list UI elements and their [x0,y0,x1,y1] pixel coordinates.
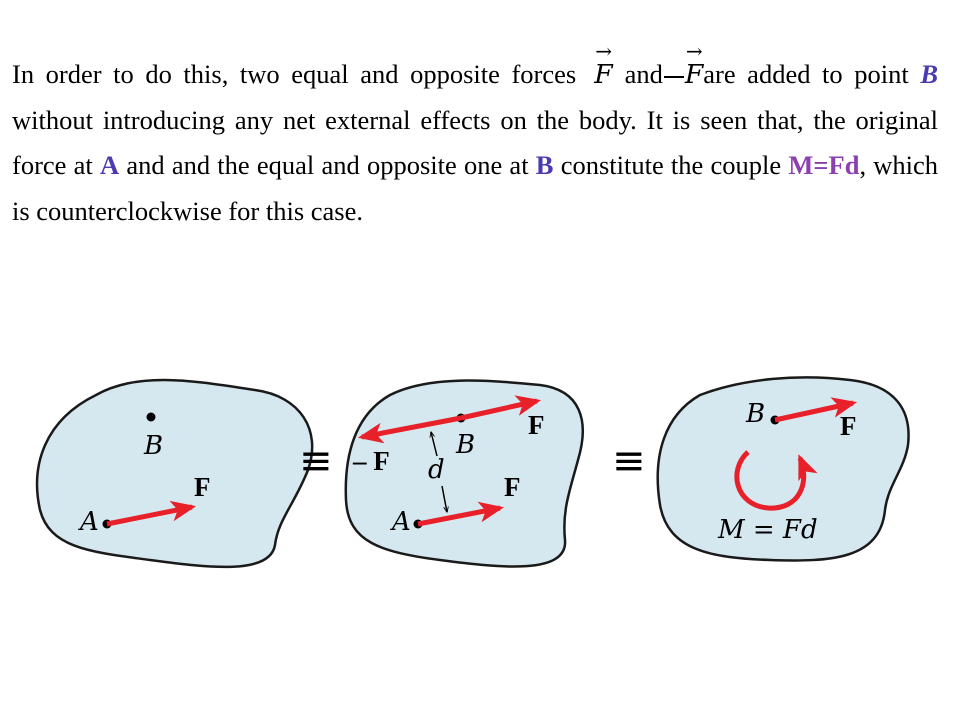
vector-arrow-icon: → [685,39,703,63]
highlight-B-bold: B [535,150,554,180]
vector-arrow-icon: → [595,39,612,63]
label-A: A [80,507,99,537]
highlight-couple: M=Fd [788,150,860,180]
text-segment: are added to [703,59,843,89]
label-moment: M = Fd [718,515,818,545]
label-A: A [392,507,411,537]
text-segment: , which is counterclockwise for this case. [12,150,939,226]
highlight-A: A [99,150,120,180]
text-segment: point [854,59,909,89]
equivalence-symbol-1: ≡ [299,438,333,484]
label-neg-F: – F [353,446,390,476]
highlight-B: B [920,59,939,89]
label-F-bottom: F [504,472,521,502]
label-F-top: F [528,410,545,440]
text-and: and [624,59,663,89]
text-segment: constitute the couple [560,150,782,180]
vector-F: → F [594,52,612,98]
text-segment: and and the equal and opposite one at [126,150,529,180]
vector-F-negative: → F [685,52,703,98]
text-segment: In order to do this, two equal and opposite forces [12,59,577,89]
label-F: F [840,411,857,441]
label-B: B [144,431,164,461]
label-B: B [456,430,476,460]
label-B: B [746,399,766,429]
body-shape-1 [37,380,312,567]
equivalence-symbol-2: ≡ [612,438,646,484]
label-d: d [428,455,445,485]
text-segment: without introducing any net external effects on the body. It is seen that, the original force at [12,104,938,180]
point-B-dot [147,413,156,422]
label-F: F [194,472,211,502]
